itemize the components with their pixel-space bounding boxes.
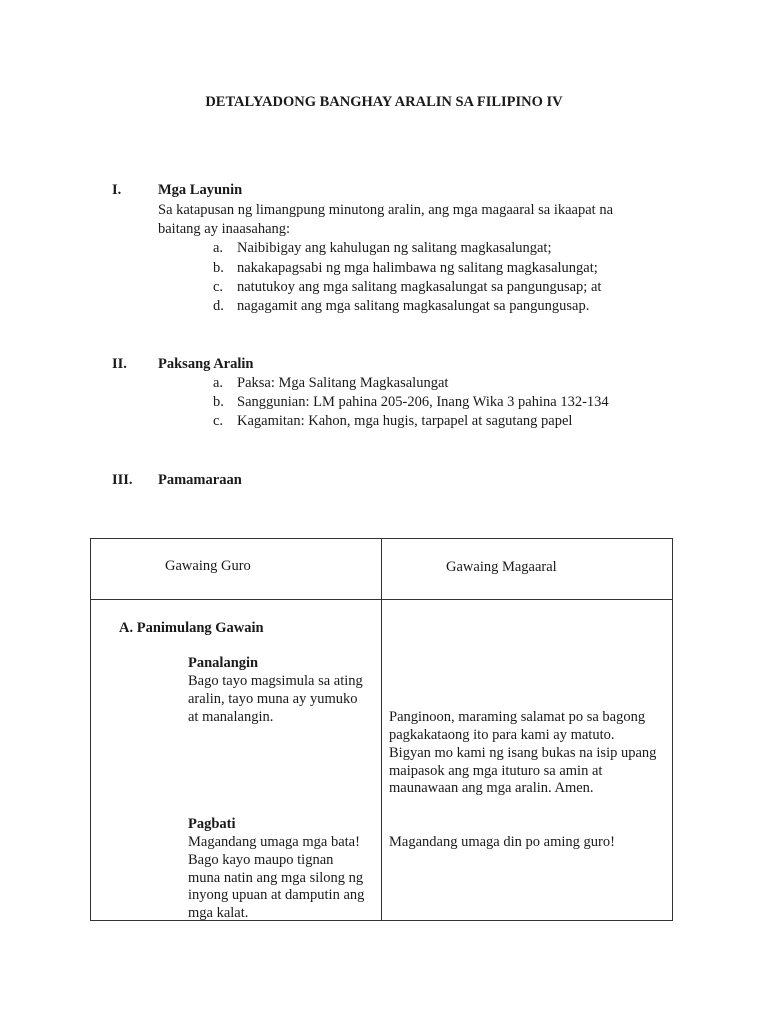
topic-item: Sanggunian: LM pahina 205-206, Inang Wika 3 pahina 132-134 [237,394,609,410]
objective-letter: d. [213,298,224,314]
column-header-student: Gawaing Magaaral [446,559,557,575]
panalangin-teacher-line: Bago tayo magsimula sa ating [188,673,363,689]
document-title: DETALYADONG BANGHAY ARALIN SA FILIPINO IV [205,94,563,110]
section-1-intro-line-1: Sa katapusan ng limangpung minutong aralin, ang mga magaaral sa ikaapat na [158,202,614,218]
objective-item: Naibibigay ang kahulugan ng salitang magkasalungat; [237,240,552,256]
column-header-teacher: Gawaing Guro [165,558,251,574]
section-2-numeral: II. [112,356,127,372]
section-1-heading: Mga Layunin [158,182,243,198]
pagbati-teacher-line: Bago kayo maupo tignan [188,852,334,868]
topic-letter: a. [213,375,224,391]
pagbati-teacher-line: mga kalat. [188,905,249,921]
topic-letter: b. [213,394,224,410]
topic-item: Kagamitan: Kahon, mga hugis, tarpapel at sagutang papel [237,413,573,429]
objective-letter: c. [213,279,224,295]
panalangin-student-line: maipasok ang mga ituturo sa amin at [389,763,603,779]
table-header-divider [90,599,673,600]
panalangin-teacher-line: at manalangin. [188,709,274,725]
section-2-heading: Paksang Aralin [158,356,254,372]
panalangin-student-line: Panginoon, maraming salamat po sa bagong [389,709,646,725]
pagbati-heading: Pagbati [188,816,236,832]
panalangin-student-line: maunawaan ang mga aralin. Amen. [389,780,594,796]
pagbati-teacher-line: inyong upuan at damputin ang [188,887,365,903]
objective-item: nagagamit ang mga salitang magkasalungat sa pangungusap. [237,298,590,314]
section-1-intro-line-2: baitang ay inaasahang: [158,221,291,237]
topic-letter: c. [213,413,224,429]
objective-letter: b. [213,260,224,276]
topic-item: Paksa: Mga Salitang Magkasalungat [237,375,449,391]
objective-item: natutukoy ang mga salitang magkasalungat sa pangungusap; at [237,279,602,295]
pagbati-teacher-line: Magandang umaga mga bata! [188,834,360,850]
objective-letter: a. [213,240,224,256]
panalangin-student-line: Bigyan mo kami ng isang bukas na isip upang [389,745,657,761]
pagbati-teacher-line: muna natin ang mga silong ng [188,870,364,886]
section-a-heading: A. Panimulang Gawain [119,620,264,636]
objective-item: nakakapagsabi ng mga halimbawa ng salitang magkasalungat; [237,260,598,276]
pagbati-student-line: Magandang umaga din po aming guro! [389,834,615,850]
panalangin-heading: Panalangin [188,655,259,671]
table-column-divider [381,538,382,921]
section-3-heading: Pamamaraan [158,472,242,488]
panalangin-teacher-line: aralin, tayo muna ay yumuko [188,691,358,707]
section-1-numeral: I. [112,182,122,198]
panalangin-student-line: pagkakataong ito para kami ay matuto. [389,727,615,743]
section-3-numeral: III. [112,472,133,488]
